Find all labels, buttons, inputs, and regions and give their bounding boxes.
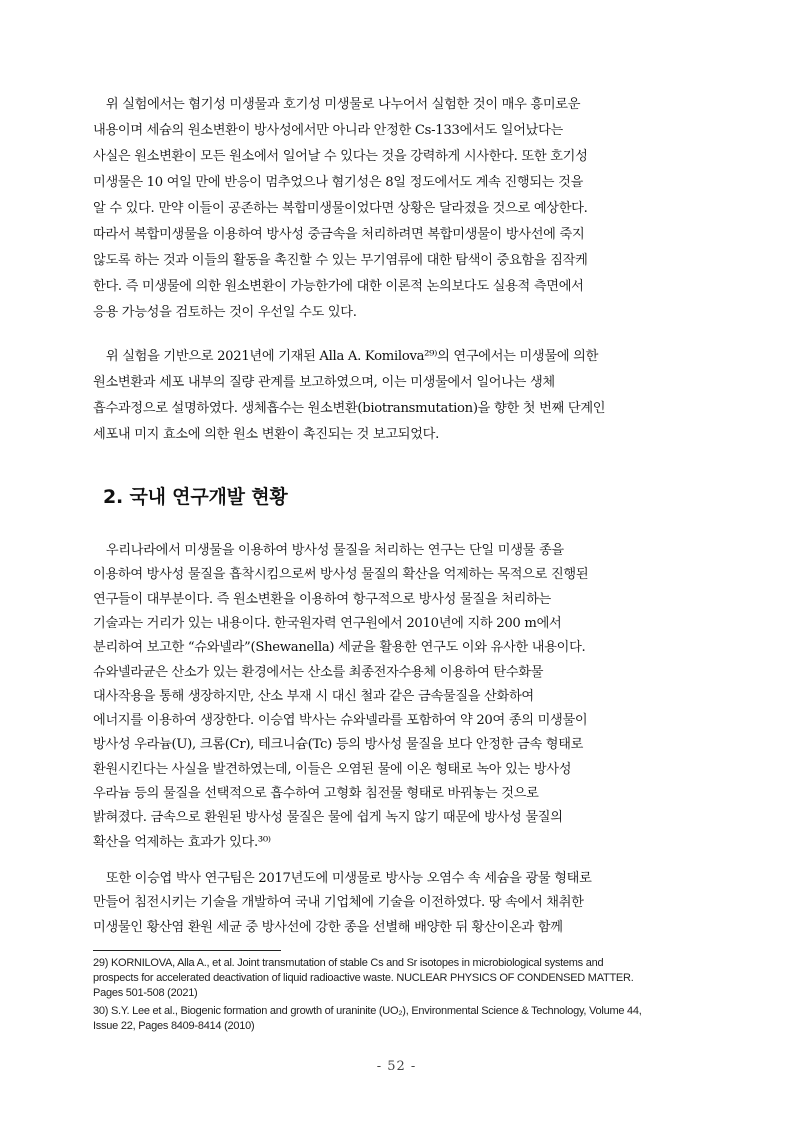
footnote-line: 30) S.Y. Lee et al., Biogenic formation and growth of uraninite (UO₂), Environmental Science & Technology, Volume 44, — [93, 1005, 642, 1017]
body-text-line: 알 수 있다. 만약 이들이 공존하는 복합미생물이었다면 상황은 달라졌을 것으로 예상한다. — [93, 201, 588, 216]
footnote-line: Pages 501-508 (2021) — [93, 987, 198, 999]
body-text-line: 미생물인 황산염 환원 세균 중 방사선에 강한 종을 선별해 배양한 뒤 황산이온과 함께 — [93, 919, 563, 935]
body-text-line: 에너지를 이용하여 생장한다. 이승엽 박사는 슈와넬라를 포함하여 약 20여 종의 미생물이 — [93, 713, 588, 729]
footnote-line: Issue 22, Pages 8409-8414 (2010) — [93, 1020, 255, 1032]
body-text-line: 분리하여 보고한 “슈와넬라”(Shewanella) 세균을 활용한 연구도 이와 유사한 내용이다. — [93, 640, 586, 656]
body-text-line: 위 실험에서는 혐기성 미생물과 호기성 미생물로 나누어서 실험한 것이 매우 흥미로운 — [93, 97, 581, 112]
section-heading: 2. 국내 연구개발 현황 — [103, 486, 288, 508]
body-text-line: 확산을 억제하는 효과가 있다.³⁰⁾ — [93, 834, 271, 850]
body-text-line: 환원시킨다는 사실을 발견하였는데, 이들은 오염된 물에 이온 형태로 녹아 있는 방사성 — [93, 761, 572, 777]
body-text-line: 원소변환과 세포 내부의 질량 관계를 보고하였으며, 이는 미생물에서 일어나는 생체 — [93, 375, 555, 390]
body-text-line: 만들어 침전시키는 기술을 개발하여 국내 기업체에 기술을 이전하였다. 땅 속에서 채취한 — [93, 895, 584, 911]
footnote-line: 29) KORNILOVA, Alla A., et al. Joint transmutation of stable Cs and Sr isotopes in microbiological systems and — [93, 957, 604, 969]
body-text-line: 방사성 우라늄(U), 크롬(Cr), 테크니슘(Tc) 등의 방사성 물질을 보다 안정한 금속 형태로 — [93, 737, 584, 753]
body-text-line: 슈와넬라균은 산소가 있는 환경에서는 산소를 최종전자수용체 이용하여 탄수화물 — [93, 664, 544, 680]
body-text-line: 대사작용을 통해 생장하지만, 산소 부재 시 대신 철과 같은 금속물질을 산화하여 — [93, 688, 534, 704]
body-text-line: 우라늄 등의 물질을 선택적으로 흡수하여 고형화 침전물 형태로 바꿔놓는 것으로 — [93, 786, 539, 801]
body-text-line: 내용이며 세슘의 원소변환이 방사성에서만 아니라 안정한 Cs-133에서도 일어났다는 — [93, 123, 563, 138]
body-text-line: 않도록 하는 것과 이들의 활동을 촉진할 수 있는 무기염류에 대한 탐색이 중요함을 짐작케 — [93, 253, 588, 268]
body-text-line: 한다. 즉 미생물에 의한 원소변환이 가능한가에 대한 이론적 논의보다도 실용적 측면에서 — [93, 279, 584, 294]
body-text-line: 연구들이 대부분이다. 즉 원소변환을 이용하여 항구적으로 방사성 물질을 처리하는 — [93, 591, 551, 607]
body-text-line: 또한 이승엽 박사 연구팀은 2017년도에 미생물로 방사능 오염수 속 세슘을 광물 형태로 — [93, 871, 592, 886]
body-text-line: 따라서 복합미생물을 이용하여 방사성 중금속을 처리하려면 복합미생물이 방사선에 죽지 — [93, 227, 585, 242]
body-text-line: 응용 가능성을 검토하는 것이 우선일 수도 있다. — [93, 305, 357, 320]
body-text-line: 세포내 미지 효소에 의한 원소 변환이 촉진되는 것 보고되었다. — [93, 427, 440, 442]
body-text-line: 이용하여 방사성 물질을 흡착시킴으로써 방사성 물질의 확산을 억제하는 목적으로 진행된 — [93, 567, 589, 583]
page-number: - 52 - — [376, 1059, 417, 1074]
body-text-line: 우리나라에서 미생물을 이용하여 방사성 물질을 처리하는 연구는 단일 미생물 종을 — [93, 543, 564, 558]
footnote-divider — [93, 950, 281, 951]
footnote-line: prospects for accelerated deactivation of liquid radioactive waste. NUCLEAR PHYSICS OF CONDENSED MATTER. — [93, 972, 634, 984]
body-text-line: 위 실험을 기반으로 2021년에 기재된 Alla A. Komilova²⁹⁾의 연구에서는 미생물에 의한 — [93, 349, 599, 364]
body-text-line: 기술과는 거리가 있는 내용이다. 한국원자력 연구원에서 2010년에 지하 200 m에서 — [93, 615, 562, 631]
body-text-line: 미생물은 10 여일 만에 반응이 멈추었으나 혐기성은 8일 정도에서도 계속 진행되는 것을 — [93, 175, 584, 190]
body-text-line: 사실은 원소변환이 모든 원소에서 일어날 수 있다는 것을 강력하게 시사한다. 또한 호기성 — [93, 149, 588, 164]
body-text-line: 밝혀졌다. 금속으로 환원된 방사성 물질은 물에 쉽게 녹지 않기 때문에 방사성 물질의 — [93, 810, 563, 826]
body-text-line: 흡수과정으로 설명하였다. 생체흡수는 원소변환(biotransmutation)을 향한 첫 번째 단계인 — [93, 401, 606, 416]
